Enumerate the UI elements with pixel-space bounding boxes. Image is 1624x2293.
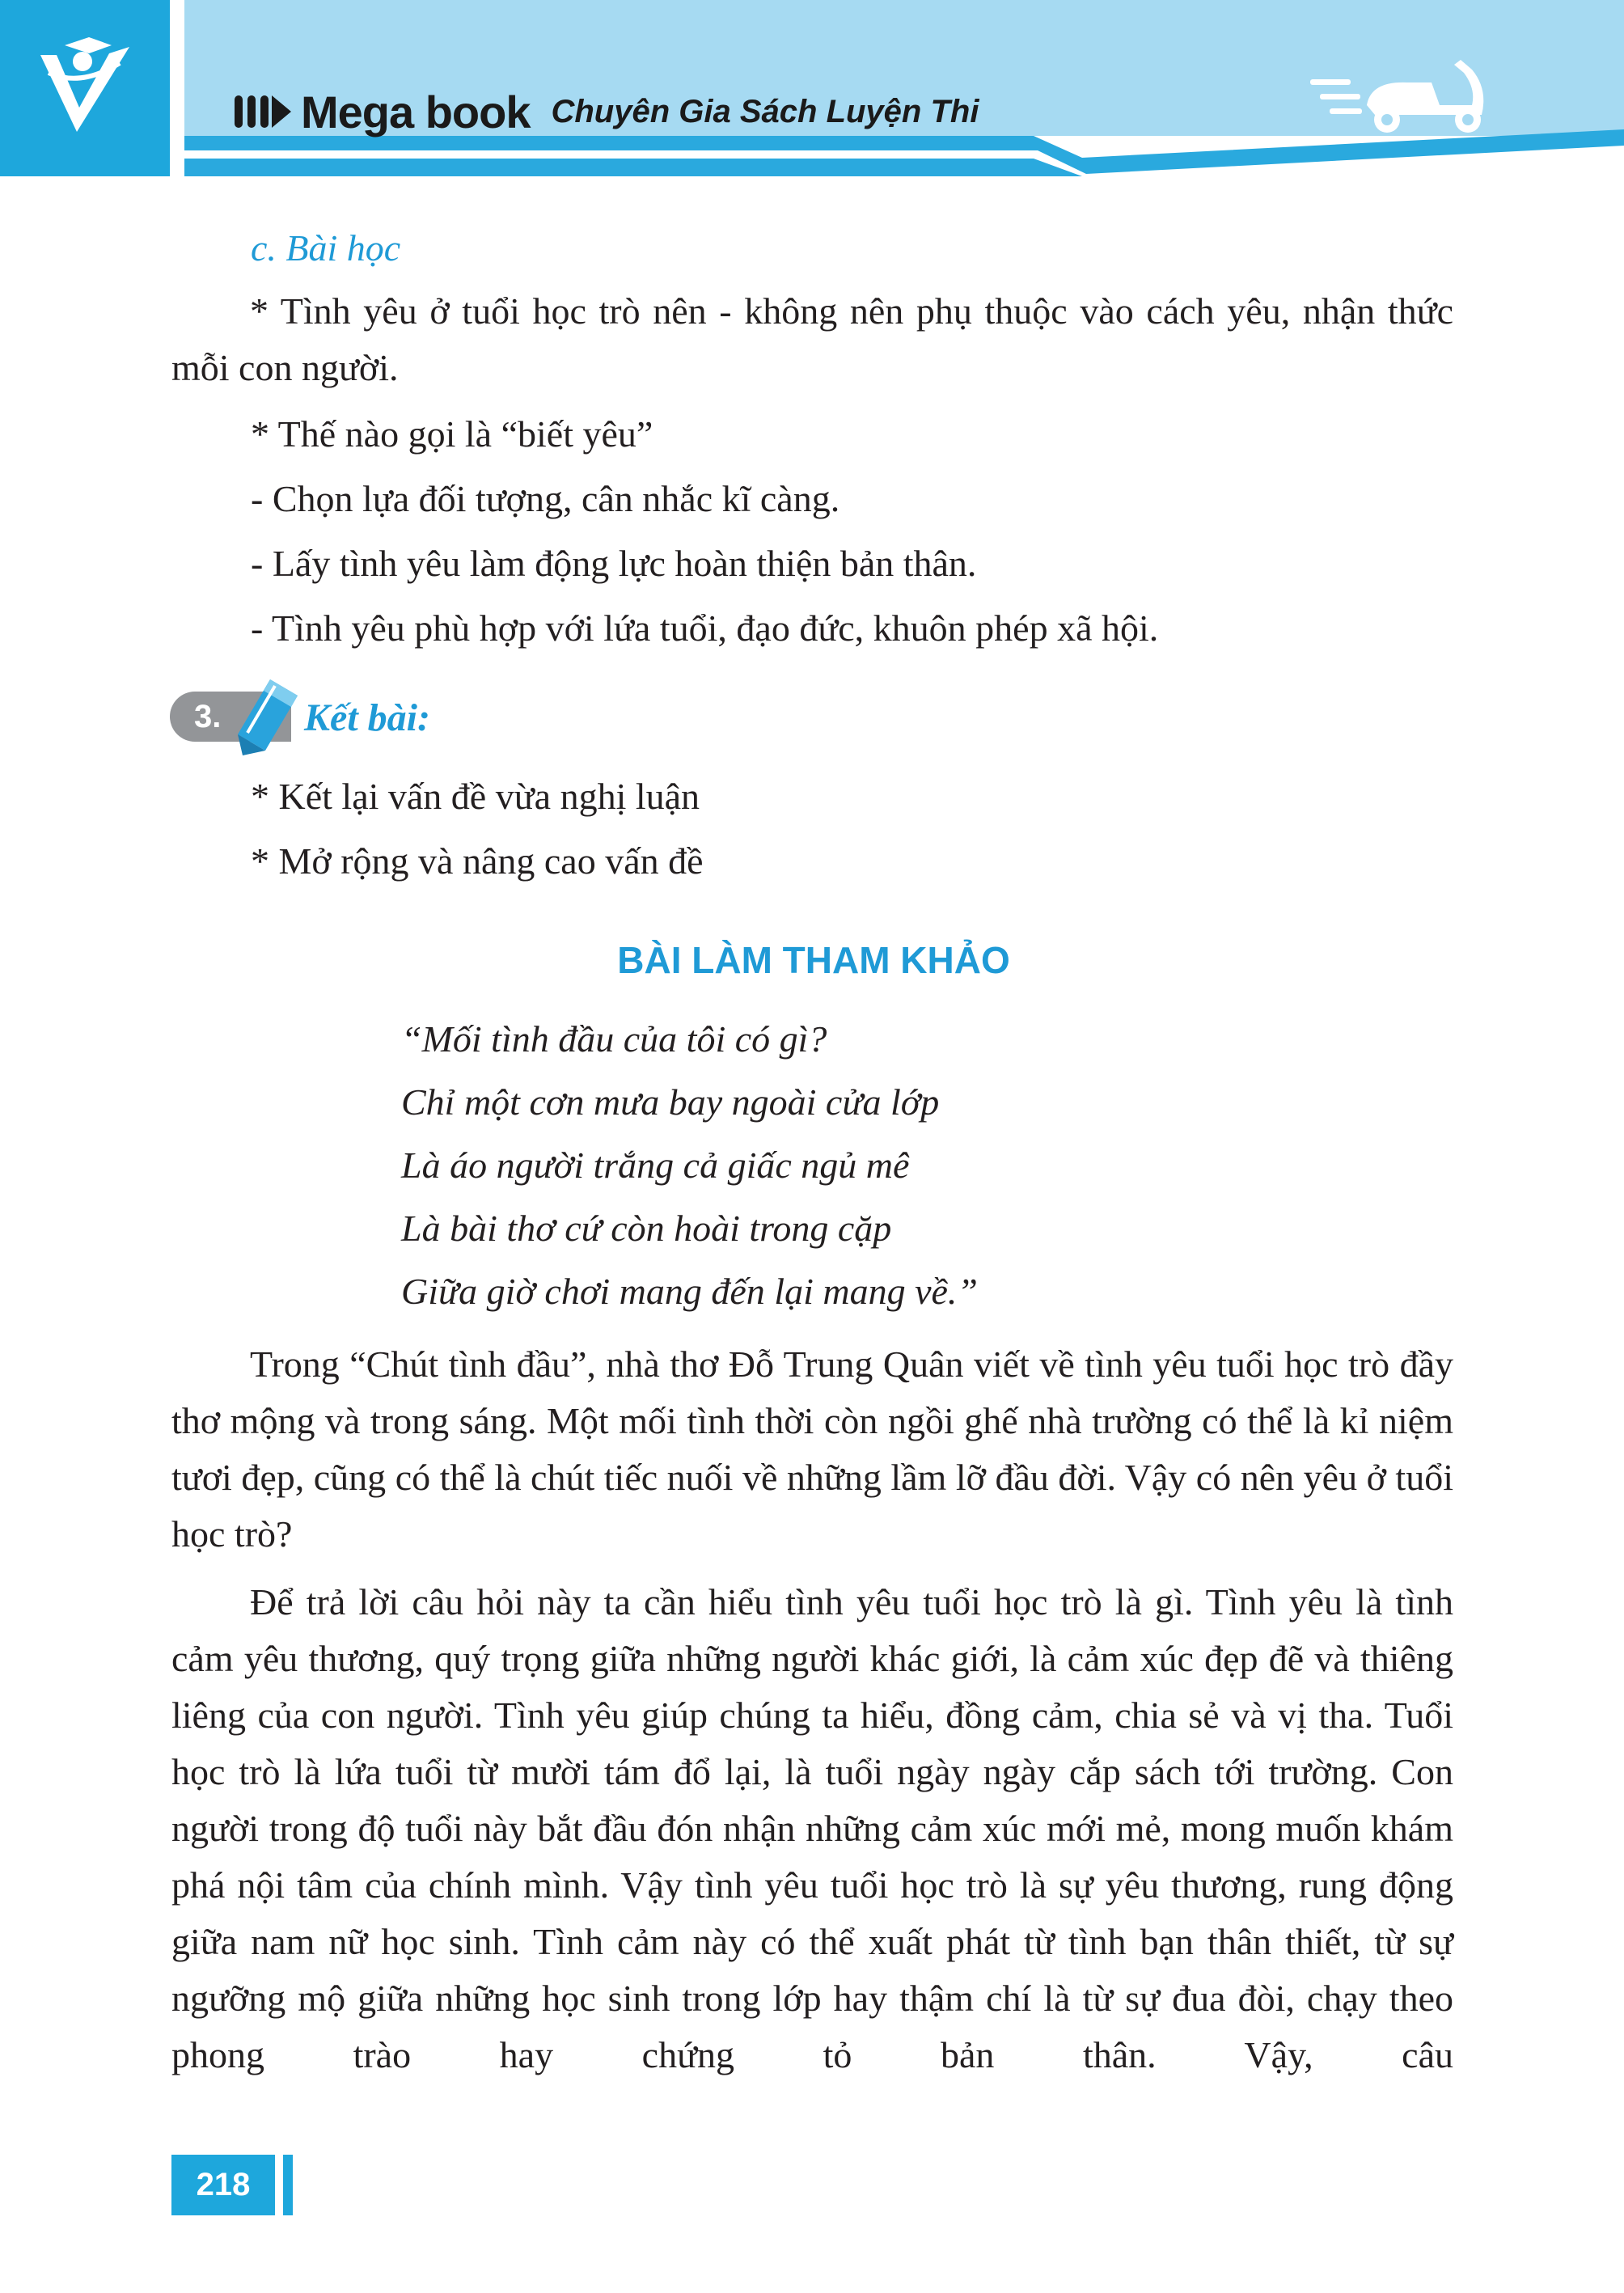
outline-item: - Lấy tình yêu làm động lực hoàn thiện bản thân. — [251, 543, 977, 584]
logo-box — [0, 0, 170, 176]
poem-line: Chỉ một cơn mưa bay ngoài cửa lớp — [401, 1081, 940, 1123]
page-number-bar — [283, 2155, 293, 2215]
poem-line: Giữa giờ chơi mang đến lại mang về.” — [401, 1271, 978, 1312]
scooter-icon — [1310, 57, 1496, 137]
brand-name: Mega book — [301, 86, 531, 137]
outline-item: * Thế nào gọi là “biết yêu” — [251, 413, 653, 455]
poem-line: “Mối tình đầu của tôi có gì? — [401, 1018, 827, 1060]
section-item: * Kết lại vấn đề vừa nghị luận — [251, 776, 700, 817]
brand-tagline: Chuyên Gia Sách Luyện Thi — [551, 93, 979, 129]
poem-line: Là bài thơ cứ còn hoài trong cặp — [401, 1208, 892, 1249]
subheading-lesson: c. Bài học — [251, 227, 401, 269]
brand-bars-icon — [235, 92, 291, 131]
poem-line: Là áo người trắng cả giấc ngủ mê — [401, 1144, 910, 1186]
essay-paragraph: Để trả lời câu hỏi này ta cần hiểu tình yêu tuổi học trò là gì. Tình yêu là tình cảm yêu thương, quý trọng giữa những người khác giới, là cảm xúc đẹp đẽ và thiêng liêng của con người. Tình yêu giúp chúng ta hiểu, đồng cảm, chia sẻ và vị tha. Tuổi học trò là lứa tuổi từ mười tám đổ lại, là tuổi ngày ngày cắp sách tới trường. Con người trong độ tuổi này bắt đầu đón nhận những cảm xúc mới mẻ, mong muốn khám phá nội tâm của chính mình. Vậy tình yêu tuổi học trò là sự yêu thương, rung động giữa nam nữ học sinh. Tình cảm này có thể xuất phát từ tình bạn thân thiết, từ sự ngưỡng mộ giữa những học sinh trong lớp hay thậm chí là từ sự đua đòi, chạy theo phong trào hay chứng tỏ bản thân. Vậy, câu — [171, 1581, 1453, 2075]
brand — [235, 79, 979, 144]
megabook-graduate-v-icon — [32, 31, 137, 144]
outline-paragraph: * Tình yêu ở tuổi học trò nên - không nên phụ thuộc vào cách yêu, nhận thức mỗi con người. — [171, 290, 1453, 388]
reference-title: BÀI LÀM THAM KHẢO — [617, 939, 1010, 981]
section-number: 3. — [194, 699, 222, 734]
essay-paragraph: Trong “Chút tình đầu”, nhà thơ Đỗ Trung Quân viết về tình yêu tuổi học trò đầy thơ mộng và trong sáng. Một mối tình thời còn ngồi ghế nhà trường có thể là kỉ niệm tươi đẹp, cũng có thể là chút tiếc nuối về những lầm lỡ đầu đời. Vậy có nên yêu ở tuổi học trò? — [171, 1343, 1453, 1555]
pencil-icon — [233, 676, 301, 757]
section-item: * Mở rộng và nâng cao vấn đề — [251, 840, 704, 882]
outline-item: - Tình yêu phù hợp với lứa tuổi, đạo đức, khuôn phép xã hội. — [251, 607, 1159, 649]
outline-item: - Chọn lựa đối tượng, cân nhắc kĩ càng. — [251, 478, 840, 519]
section-title: Kết bài: — [304, 696, 430, 739]
page-number: 218 — [171, 2155, 275, 2215]
